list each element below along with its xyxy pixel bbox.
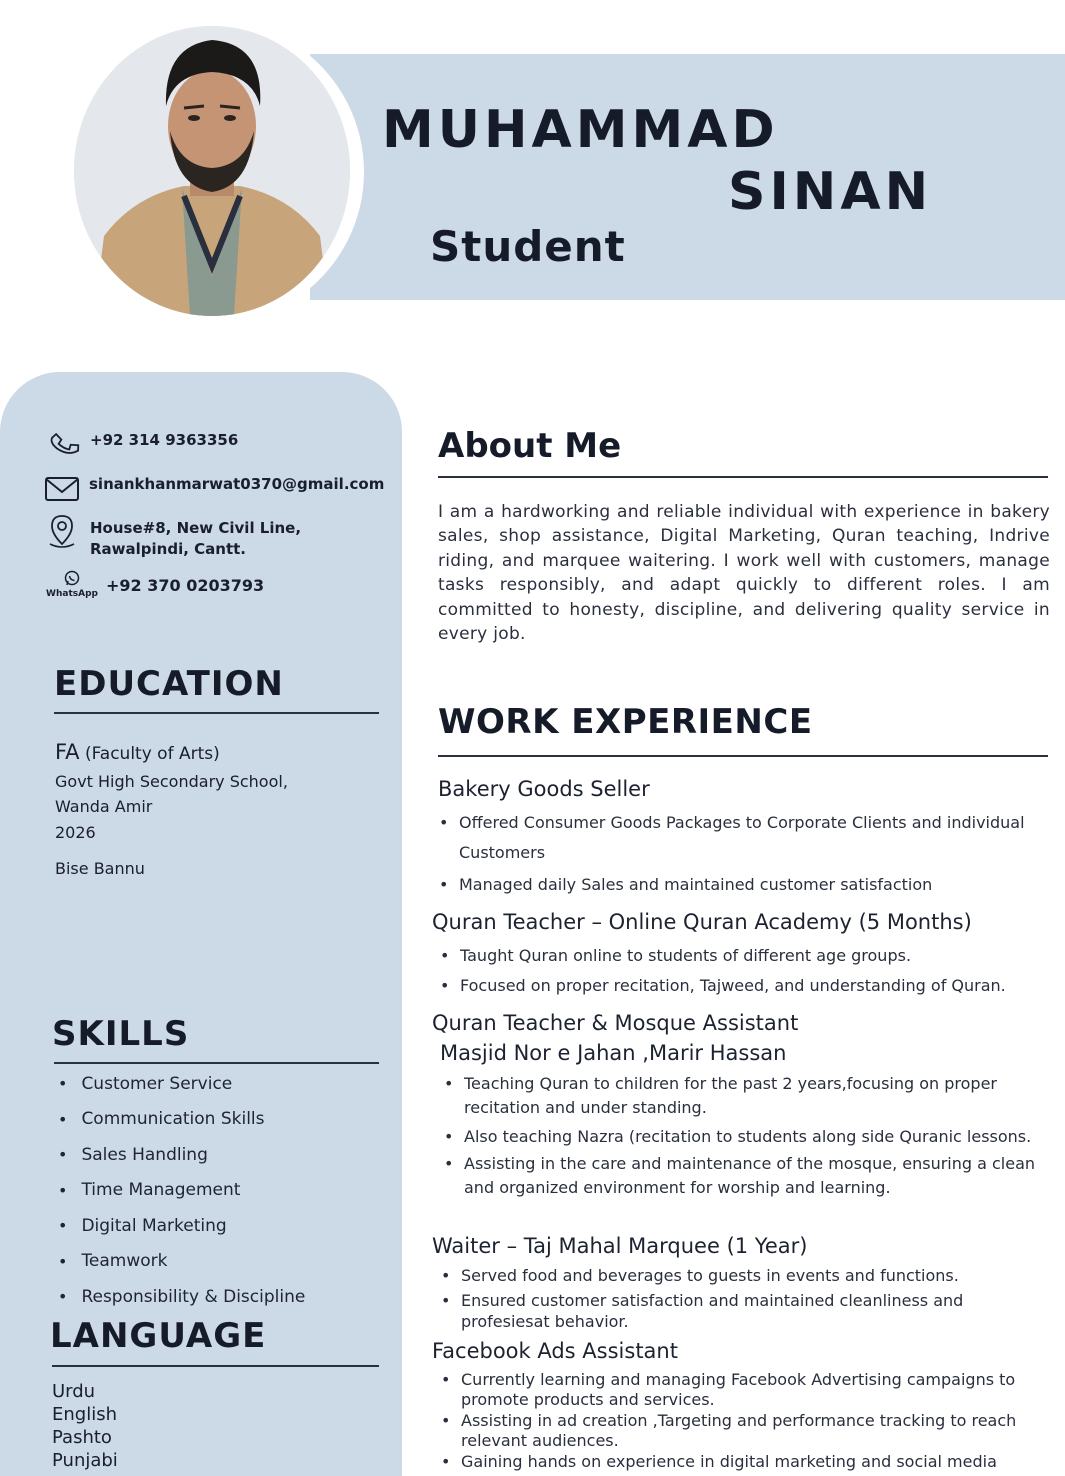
language-item: Punjabi <box>52 1450 118 1471</box>
language-item: English <box>52 1404 117 1425</box>
job-title: Facebook Ads Assistant <box>432 1339 678 1363</box>
work-divider <box>438 755 1048 757</box>
address-line-1: House#8, New Civil Line, <box>90 519 302 537</box>
job-bullets <box>442 1072 1042 1200</box>
phone-icon <box>46 426 82 462</box>
job-bullet: • Teaching Quran to children for the past 2 years,focusing on proper recitation and under standing. <box>442 1072 1042 1120</box>
job-bullet: • Assisting in ad creation ,Targeting and performance tracking to reach relevant audiences. <box>439 1411 1039 1451</box>
about-divider <box>438 476 1048 478</box>
language-item: Urdu <box>52 1381 96 1402</box>
job-title: Quran Teacher – Online Quran Academy (5 Months) <box>432 910 972 934</box>
skill-item: • Responsibility & Discipline <box>58 1279 305 1315</box>
about-text: I am a hardworking and reliable individual with experience in bakery sales, shop assistance, Digital Marketing, Quran teaching, Indrive riding, and marquee waitering. I work well with customers, manage tasks responsibly, and adapt quickly to different roles. I am committed to honesty, discipline, and delivering quality service in every job. <box>438 502 1050 645</box>
skills-heading: SKILLS <box>52 1014 190 1054</box>
contact-whatsapp[interactable] <box>46 570 264 599</box>
job-bullets <box>439 1265 1039 1332</box>
address-block <box>90 518 301 560</box>
skills-list <box>58 1066 305 1315</box>
profile-photo-illustration <box>74 26 350 316</box>
education-degree <box>55 740 220 764</box>
job-bullets <box>437 808 1037 900</box>
first-name: MUHAMMAD <box>382 100 779 160</box>
profile-photo <box>74 26 350 316</box>
skill-item: • Communication Skills <box>58 1102 305 1138</box>
whatsapp-icon <box>62 570 82 588</box>
skill-item: • Sales Handling <box>58 1137 305 1173</box>
job-role: Student <box>430 222 626 271</box>
language-heading: LANGUAGE <box>50 1316 267 1356</box>
skills-divider <box>54 1062 379 1064</box>
skill-item: • Time Management <box>58 1173 305 1209</box>
language-item: Pashto <box>52 1427 112 1448</box>
job-title: Quran Teacher & Mosque Assistant <box>432 1011 799 1035</box>
contact-address <box>46 514 301 560</box>
contact-email[interactable] <box>44 472 384 508</box>
header-band <box>310 54 1065 300</box>
job-bullet: • Managed daily Sales and maintained customer satisfaction <box>437 870 1037 900</box>
school-line-2: Wanda Amir <box>55 797 153 816</box>
language-list <box>52 1380 118 1472</box>
whatsapp-label: WhatsApp <box>46 589 98 599</box>
location-pin-icon <box>46 514 82 550</box>
degree-abbr: FA <box>55 740 80 764</box>
job-bullet: • Assisting in the care and maintenance of the mosque, ensuring a clean and organized environment for worship and learning. <box>442 1152 1042 1200</box>
email-address: sinankhanmarwat0370@gmail.com <box>89 475 385 493</box>
skill-item: • Teamwork <box>58 1244 305 1280</box>
job-bullets <box>438 944 1050 998</box>
job-bullet: • Currently learning and managing Facebook Advertising campaigns to promote products and services. <box>439 1370 1039 1410</box>
job-bullet: • Focused on proper recitation, Tajweed, and understanding of Quran. <box>438 974 1050 998</box>
job-bullet: • Also teaching Nazra (recitation to students along side Quranic lessons. <box>442 1125 1042 1149</box>
job-subtitle: Masjid Nor e Jahan ,Marir Hassan <box>440 1041 787 1065</box>
skill-item: • Digital Marketing <box>58 1208 305 1244</box>
job-title: Bakery Goods Seller <box>438 777 650 801</box>
work-heading: WORK EXPERIENCE <box>438 702 813 742</box>
job-bullet: • Taught Quran online to students of different age groups. <box>438 944 1050 968</box>
education-year: 2026 <box>55 823 96 842</box>
last-name: SINAN <box>728 162 933 222</box>
skill-item: • Customer Service <box>58 1066 305 1102</box>
whatsapp-badge <box>46 570 98 599</box>
job-bullets <box>439 1370 1039 1472</box>
school-line-1: Govt High Secondary School, <box>55 772 288 791</box>
degree-full: (Faculty of Arts) <box>84 744 220 764</box>
mail-icon <box>44 472 80 508</box>
education-board: Bise Bannu <box>55 859 145 878</box>
whatsapp-number: +92 370 0203793 <box>106 576 265 595</box>
contact-phone[interactable] <box>46 426 238 462</box>
job-bullet: • Served food and beverages to guests in events and functions. <box>439 1265 1039 1287</box>
phone-number: +92 314 9363356 <box>90 431 239 449</box>
about-heading: About Me <box>438 426 622 466</box>
language-divider <box>52 1365 379 1367</box>
job-title: Waiter – Taj Mahal Marquee (1 Year) <box>432 1234 808 1258</box>
job-bullet: • Offered Consumer Goods Packages to Corporate Clients and individual Customers <box>437 808 1037 868</box>
job-bullet: • Ensured customer satisfaction and maintained cleanliness and profesiesat behavior. <box>439 1290 1039 1332</box>
education-divider <box>54 712 379 714</box>
education-heading: EDUCATION <box>54 664 284 704</box>
job-bullet: • Gaining hands on experience in digital marketing and social media <box>439 1452 1039 1472</box>
address-line-2: Rawalpindi, Cantt. <box>90 540 246 558</box>
